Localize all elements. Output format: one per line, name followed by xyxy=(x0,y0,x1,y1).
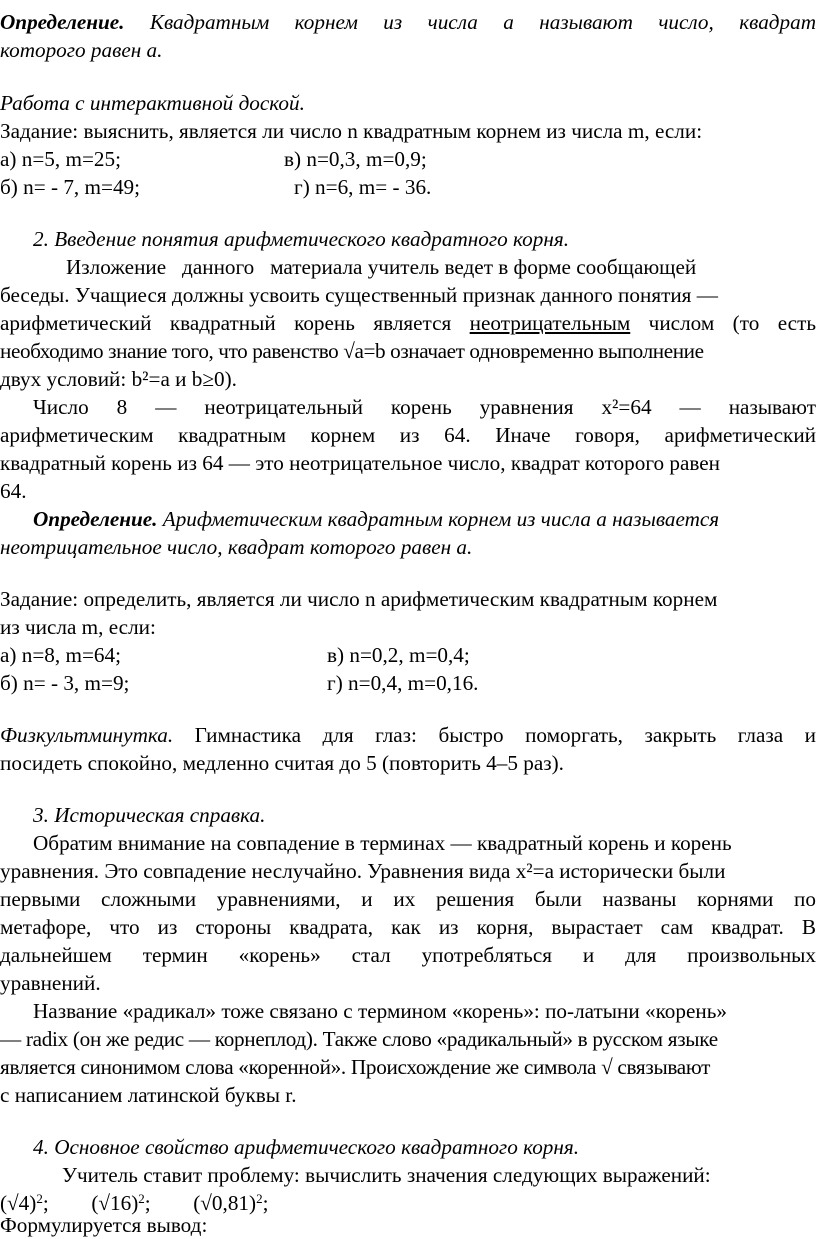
expression-base: (√16) xyxy=(91,1191,139,1215)
exponent: 2 xyxy=(138,1191,145,1206)
board-item-a: а) n=5, m=25; xyxy=(0,147,121,171)
section-4-title: 4. Основное свойство арифметического квадратного корня. xyxy=(33,1135,580,1159)
section-3-p2-line-3: является синонимом слова «коренной». Происхождение же символа √ связывают xyxy=(0,1055,711,1079)
definition-1-line-1 xyxy=(0,8,816,36)
underlined-term: неотрицательным xyxy=(469,311,631,335)
task-2-item-b: б) n= - 3, m=9; xyxy=(0,671,130,695)
section-2-p2-line-3: квадратный корень из 64 — это неотрицательное число, квадрат которого равен xyxy=(0,451,720,475)
task-2-line-1: Задание: определить, является ли число n арифметическим квадратным корнем xyxy=(0,587,718,611)
section-3-p2-line-2: — radix (он же редис — корнеплод). Также слово «радикальный» в русском языке xyxy=(0,1027,718,1051)
section-2-p2-line-1: Число 8 — неотрицательный корень уравнения x²=64 — называют xyxy=(33,395,816,419)
section-2-p1-line-1: Изложение данного материала учитель ведет в форме сообщающей xyxy=(66,255,697,279)
text-span: числом (то есть xyxy=(630,311,816,335)
separator: ; xyxy=(42,1191,49,1215)
task-2-item-a: а) n=8, m=64; xyxy=(0,643,121,667)
section-2-p1-line-5: двух условий: b²=a и b≥0). xyxy=(0,367,237,391)
definition-2-line-1 xyxy=(33,505,719,533)
task-2-item-g: г) n=0,4, m=0,16. xyxy=(327,671,479,695)
section-2-p1-line-2: беседы. Учащиеся должны усвоить существенный признак данного понятия — xyxy=(0,283,718,307)
section-3-p1-line-6: уравнений. xyxy=(0,971,101,995)
section-2-p2-line-4: 64. xyxy=(0,479,27,503)
separator: ; xyxy=(144,1191,151,1215)
section-3-p2-line-4: с написанием латинской буквы r. xyxy=(0,1083,297,1107)
expression-base: (√0,81) xyxy=(193,1191,257,1215)
task-2-item-v: в) n=0,2, m=0,4; xyxy=(327,643,470,667)
task-2-line-2: из числа m, если: xyxy=(0,615,156,639)
section-3-p1-line-1: Обратим внимание на совпадение в терминах — квадратный корень и корень xyxy=(33,831,732,855)
expression-base: (√4) xyxy=(0,1191,37,1215)
section-3-p1-line-2: уравнения. Это совпадение неслучайно. Уравнения вида x²=a исторически были xyxy=(0,859,726,883)
text-span: арифметический квадратный корень является xyxy=(0,311,470,335)
section-2-p1-line-4: необходимо знание того, что равенство √a=b означает одновременно выполнение xyxy=(0,339,704,363)
definition-text: Квадратным корнем из числа а называют число, квадрат xyxy=(149,10,816,34)
definition-2-line-2: неотрицательное число, квадрат которого равен а. xyxy=(0,535,473,559)
section-2-title: 2. Введение понятия арифметического квадратного корня. xyxy=(33,227,569,251)
fizkultminutka-label: Физкультминутка. xyxy=(0,723,174,747)
fizkultminutka-text: Гимнастика для глаз: быстро поморгать, закрыть глаза и xyxy=(194,723,816,747)
exponent: 2 xyxy=(36,1191,43,1206)
board-title: Работа с интерактивной доской. xyxy=(0,91,305,115)
board-item-g: г) n=6, m= - 36. xyxy=(294,175,432,199)
board-task: Задание: выяснить, является ли число n квадратным корнем из числа m, если: xyxy=(0,119,703,143)
fizkultminutka-line-1 xyxy=(0,721,816,749)
fizkultminutka-line-2: посидеть спокойно, медленно считая до 5 (повторить 4–5 раз). xyxy=(0,751,564,775)
section-3-p1-line-4: метафоре, что из стороны квадрата, как из корня, вырастает сам квадрат. В xyxy=(0,915,816,939)
section-4-problem: Учитель ставит проблему: вычислить значения следующих выражений: xyxy=(62,1163,711,1187)
definition-label: Определение. xyxy=(0,10,125,34)
section-3-p1-line-5: дальнейшем термин «корень» стал употребляться и для произвольных xyxy=(0,943,816,967)
definition-1-line-2: которого равен а. xyxy=(0,38,163,62)
section-3-p1-line-3: первыми сложными уравнениями, и их решения были названы корнями по xyxy=(0,887,816,911)
exponent: 2 xyxy=(256,1191,263,1206)
section-2-p1-line-3 xyxy=(0,309,816,337)
definition-label: Определение. xyxy=(33,507,158,531)
section-2-p2-line-2: арифметическим квадратным корнем из 64. Иначе говоря, арифметический xyxy=(0,423,816,447)
definition-text: Арифметическим квадратным корнем из числа а называется xyxy=(162,507,720,531)
section-3-p2-line-1: Название «радикал» тоже связано с термином «корень»: по-латыни «корень» xyxy=(33,999,727,1023)
separator: ; xyxy=(262,1191,269,1215)
conclusion-label: Формулируется вывод: xyxy=(0,1213,208,1237)
section-3-title: 3. Историческая справка. xyxy=(33,803,266,827)
board-item-v: в) n=0,3, m=0,9; xyxy=(284,147,427,171)
board-item-b: б) n= - 7, m=49; xyxy=(0,175,141,199)
